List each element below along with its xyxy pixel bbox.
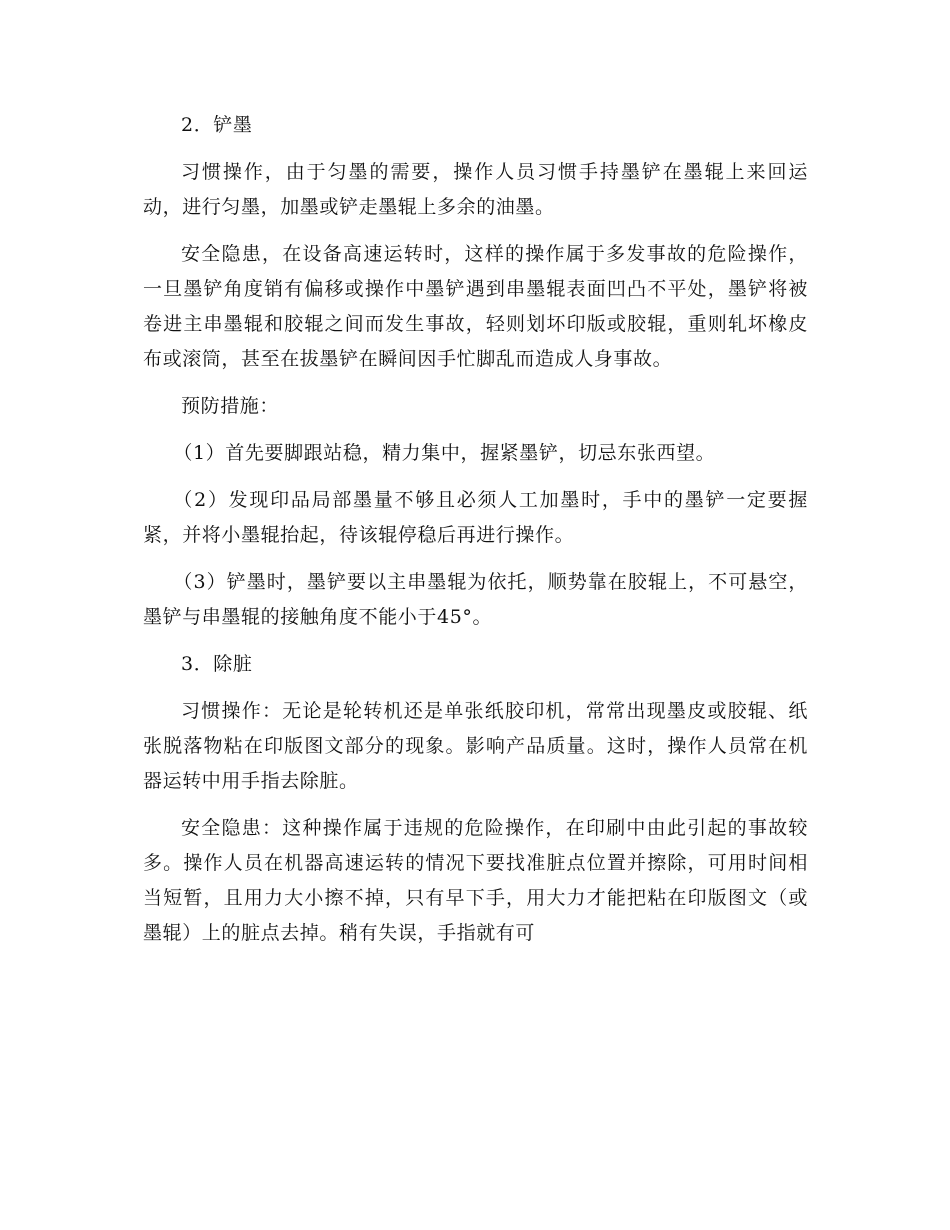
- section-heading-ink-scraping: 2．铲墨: [181, 114, 253, 136]
- prevention-label: 预防措施：: [181, 395, 280, 417]
- document-page: [143, 108, 808, 963]
- measure-item-2: （2）发现印品局部墨量不够且必须人工加墨时，手中的墨铲一定要握紧，并将小墨辊抬起，待该辊停稳后再进行操作。: [143, 489, 808, 546]
- section-heading-dirt-removal: 3．除脏: [181, 653, 253, 675]
- measure-item-3: （3）铲墨时，墨铲要以主串墨辊为依托，顺势靠在胶辊上，不可悬空，墨铲与串墨辊的接触角度不能小于45°。: [143, 571, 808, 628]
- habit-paragraph-ink-scraping: 习惯操作，由于匀墨的需要，操作人员习惯手持墨铲在墨辊上来回运动，进行匀墨，加墨或铲走墨辊上多余的油墨。: [143, 161, 808, 218]
- measure-item-1: （1）首先要脚跟站稳，精力集中，握紧墨铲，切忌东张西望。: [173, 442, 716, 464]
- hazard-paragraph-ink-scraping: 安全隐患，在设备高速运转时，这样的操作属于多发事故的危险操作，一旦墨铲角度销有偏移或操作中墨铲遇到串墨辊表面凹凸不平处，墨铲将被卷进主串墨辊和胶辊之间而发生事故，轻则划坏印版或胶辊，重则轧坏橡皮布或滚筒，甚至在拔墨铲在瞬间因手忙脚乱而造成人身事故。: [143, 243, 808, 370]
- habit-paragraph-dirt-removal: 习惯操作：无论是轮转机还是单张纸胶印机，常常出现墨皮或胶辊、纸张脱落物粘在印版图文部分的现象。影响产品质量。这时，操作人员常在机器运转中用手指去除脏。: [143, 700, 808, 792]
- hazard-paragraph-dirt-removal: 安全隐患：这种操作属于违规的危险操作，在印刷中由此引起的事故较多。操作人员在机器高速运转的情况下要找准脏点位置并擦除，可用时间相当短暂，且用力大小擦不掉，只有早下手，用大力才能把粘在印版图文（或墨辊）上的脏点去掉。稍有失误，手指就有可: [143, 817, 808, 944]
